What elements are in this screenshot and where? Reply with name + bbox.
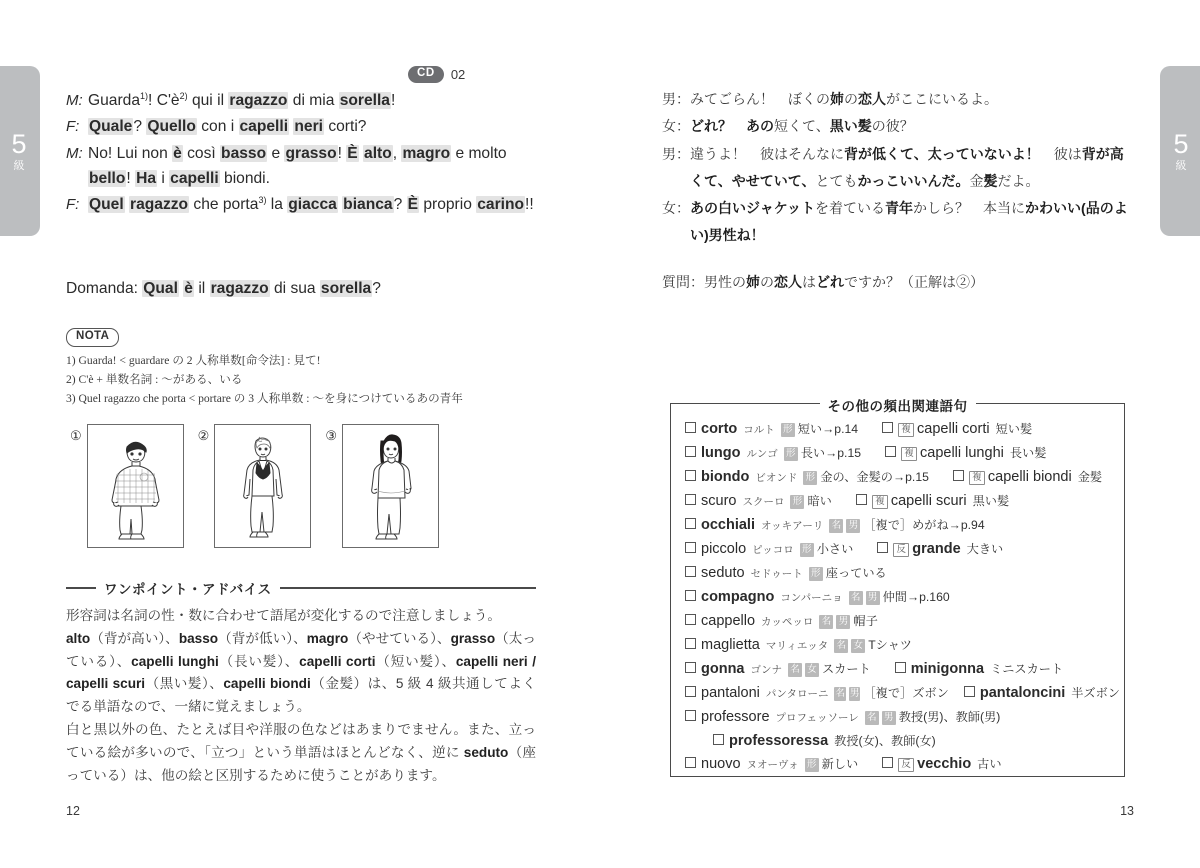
- pos-tag-形: 形: [784, 447, 798, 461]
- vocab-checkbox[interactable]: [856, 494, 867, 505]
- pos-tag-名: 名: [829, 519, 843, 533]
- vocab-secondary-headword: capelli scuri: [890, 493, 967, 509]
- jp-dialogue-text: どれ？ あの短くて、黒い髪の彼？: [690, 118, 914, 135]
- vocab-headword: compagno: [701, 589, 775, 605]
- vocab-katakana-reading: セドゥート: [750, 568, 803, 580]
- dialogue-line: [66, 192, 536, 217]
- pos-tag-名: 名: [849, 591, 863, 605]
- vocab-checkbox[interactable]: [685, 470, 696, 481]
- dialogue-line: [66, 114, 536, 139]
- vocab-katakana-reading: パンタローニ: [765, 688, 829, 700]
- japanese-translation: [662, 86, 1132, 250]
- pos-tag-女: 女: [805, 663, 819, 677]
- page-number-right: 13: [1120, 804, 1134, 818]
- illustration-frame-2: [214, 424, 311, 548]
- vocab-secondary-gloss: 金髪: [1077, 470, 1103, 484]
- vocab-katakana-reading: ビオンド: [755, 472, 798, 484]
- vocab-secondary-headword: capelli corti: [917, 421, 990, 437]
- vocab-checkbox[interactable]: [685, 686, 696, 697]
- vocab-secondary-gloss: 黒い髪: [972, 494, 1010, 508]
- cd-track-number: 02: [450, 66, 466, 82]
- jp-dialogue-text: 違うよ！ 彼はそんなに背が低くて、太っていないよ！ 彼は背が高くて、やせていて、とてもかっこいいんだ。金髪だよ。: [690, 145, 1124, 189]
- pos-tag-複: 複: [898, 423, 914, 437]
- jp-dialogue-line: [662, 113, 1132, 140]
- vocab-katakana-reading: ピッコロ: [752, 544, 794, 556]
- vocab-checkbox[interactable]: [685, 638, 696, 649]
- nota-label: NOTA: [66, 328, 119, 347]
- vocab-headword: cappello: [701, 613, 756, 629]
- dialogue-text: Quale? Quello con i capelli neri corti?: [89, 118, 367, 136]
- illustration-option-3[interactable]: [325, 424, 439, 548]
- vocab-headword: corto: [701, 421, 738, 437]
- grade-level-number: 5: [11, 128, 27, 159]
- vocab-checkbox[interactable]: [953, 470, 964, 481]
- vocab-entry: [685, 757, 1124, 773]
- jp-dialogue-speaker: 女：: [662, 200, 690, 217]
- vocab-entry: [685, 494, 1124, 510]
- vocab-checkbox[interactable]: [685, 422, 696, 433]
- vocab-headword: nuovo: [701, 756, 741, 772]
- vocab-secondary-headword: vecchio: [917, 756, 972, 772]
- jp-dialogue-text: あの白いジャケットを着ている青年かしら？ 本当にかわいい(品のよい)男性ね！: [690, 200, 1128, 244]
- vocab-gloss: 帽子: [853, 614, 878, 628]
- vocab-katakana-reading: オッキアーリ: [761, 520, 824, 532]
- right-page: [600, 0, 1200, 868]
- advice-body: [66, 605, 536, 788]
- illustration-option-1[interactable]: [70, 424, 184, 548]
- vocab-katakana-reading: ゴンナ: [750, 664, 782, 676]
- vocab-katakana-reading: コンパーニョ: [780, 592, 843, 604]
- one-point-advice-section: [66, 578, 536, 788]
- vocab-headword: maglietta: [701, 637, 760, 653]
- advice-rule-right: [280, 587, 536, 589]
- related-vocabulary-box: [670, 399, 1125, 777]
- option-number-1: ①: [70, 428, 82, 443]
- vocab-gloss: 短い→p.14: [797, 422, 859, 436]
- jp-dialogue-line: [662, 86, 1132, 113]
- vocab-secondary-gloss: 短い髪: [995, 422, 1033, 436]
- advice-paragraph: 形容詞は名詞の性・数に合わせて語尾が変化するので注意しましょう。: [66, 608, 501, 623]
- dialogue-text: No! Lui non è così basso e grasso! È alto, magro e molto bello! Ha i capelli biondi.: [88, 144, 507, 187]
- vocab-headword: scuro: [701, 493, 737, 509]
- nota-item: 2) C'è + 単数名詞 : 〜がある、いる: [66, 372, 243, 386]
- nota-footnote-list: [66, 352, 546, 408]
- vocab-checkbox[interactable]: [685, 542, 696, 553]
- vocab-entry: [685, 614, 1124, 630]
- vocab-headword: seduto: [701, 565, 745, 581]
- pos-tag-名: 名: [819, 615, 833, 629]
- vocab-checkbox[interactable]: [685, 590, 696, 601]
- vocab-secondary-gloss: 半ズボン: [1071, 686, 1120, 700]
- vocab-checkbox[interactable]: [685, 710, 696, 721]
- vocab-entry: [685, 518, 1124, 534]
- illustration-row: [70, 424, 439, 548]
- vocab-secondary-headword: minigonna: [910, 661, 985, 677]
- dialogue-text: Guarda$^{1)}$! C'è$^{2)}$ qui il ragazzo di mia sorella!: [88, 90, 396, 109]
- pos-tag-反: 反: [898, 758, 914, 772]
- vocab-katakana-reading: コルト: [743, 424, 775, 436]
- pos-tag-形: 形: [781, 423, 795, 437]
- pos-tag-男: 男: [866, 591, 880, 605]
- domanda-question: Domanda: Qual è il ragazzo di sua sorella?: [66, 280, 381, 297]
- vocab-headword: gonna: [701, 661, 745, 677]
- illustration-option-2[interactable]: [198, 424, 312, 548]
- jp-dialogue-line: [662, 141, 1132, 196]
- vocab-secondary-gloss: 長い髪: [1009, 446, 1047, 460]
- jp-dialogue-line: [662, 195, 1132, 250]
- vocab-secondary-headword: capelli biondi: [987, 469, 1072, 485]
- pos-tag-複: 複: [872, 495, 888, 509]
- vocab-secondary-headword: capelli lunghi: [920, 445, 1004, 461]
- vocab-headword: pantaloni: [701, 685, 760, 701]
- dialogue-line: [66, 141, 536, 192]
- vocab-entry: [685, 590, 1124, 606]
- pos-tag-反: 反: [893, 543, 909, 557]
- vocab-entry: [685, 662, 1124, 678]
- vocab-headword: professore: [701, 709, 770, 725]
- advice-rule-left: [66, 587, 96, 589]
- nota-item: 3) Quel ragazzo che porta < portare の 3 人称単数 : 〜を身につけているあの青年: [66, 391, 463, 405]
- dialogue-line: [66, 88, 536, 113]
- nota-item: 1) Guarda! < guardare の 2 人称単数[命令法] : 見て!: [66, 354, 321, 367]
- pos-tag-名: 名: [835, 688, 845, 699]
- vocab-headword: biondo: [701, 469, 750, 485]
- pos-tag-男: 男: [849, 688, 860, 699]
- grade-thumb-tab-right: [1160, 66, 1200, 236]
- option-number-2: ②: [197, 428, 210, 443]
- vocab-secondary-headword: pantaloncini: [979, 685, 1066, 701]
- vocab-checkbox[interactable]: [882, 757, 893, 768]
- vocab-gloss: 教授(女)、教師(女): [834, 734, 936, 748]
- tall-slim-man-white-jacket-icon: [215, 425, 310, 547]
- illustration-frame-1: [87, 424, 184, 548]
- vocab-secondary-gloss: 古い: [977, 757, 1002, 771]
- illustration-frame-3: [342, 424, 439, 548]
- pos-tag-女: 女: [851, 639, 865, 653]
- vocab-gloss: ［複で］めがね→p.94: [863, 518, 985, 532]
- vocab-gloss: 長い→p.15: [800, 446, 862, 460]
- italian-dialogue: [66, 88, 536, 218]
- vocab-checkbox[interactable]: [685, 518, 696, 529]
- vocab-checkbox[interactable]: [885, 446, 896, 457]
- vocab-secondary-headword: grande: [912, 541, 961, 557]
- vocab-headword: lungo: [701, 445, 741, 461]
- vocab-checkbox[interactable]: [685, 566, 696, 577]
- vocab-katakana-reading: ルンゴ: [746, 448, 778, 460]
- grade-level-kanji-right: 級: [1175, 159, 1187, 172]
- pos-tag-形: 形: [800, 543, 814, 557]
- vocab-gloss: 新しい: [821, 757, 859, 771]
- pos-tag-名: 名: [834, 639, 848, 653]
- vocab-checkbox[interactable]: [895, 662, 906, 673]
- vocab-entry: [685, 470, 1124, 486]
- jp-dialogue-speaker: 女：: [662, 118, 690, 135]
- vocab-entry: [685, 446, 1124, 462]
- vocab-katakana-reading: プロフェッソーレ: [775, 712, 859, 724]
- jp-dialogue-text: みてごらん！ ぼくの姉の恋人がここにいるよ。: [690, 91, 998, 107]
- vocab-headword: professoressa: [729, 733, 829, 749]
- grade-level-kanji: 級: [13, 159, 25, 172]
- grade-thumb-tab-left: [0, 66, 40, 236]
- vocab-entry: [685, 566, 1124, 582]
- vocab-checkbox[interactable]: [882, 422, 893, 433]
- vocab-katakana-reading: スクーロ: [742, 496, 785, 508]
- pos-tag-形: 形: [803, 471, 817, 485]
- pos-tag-複: 複: [969, 471, 985, 485]
- vocab-checkbox[interactable]: [713, 734, 724, 745]
- vocab-entry: [685, 542, 1124, 558]
- vocab-gloss: 座っている: [825, 566, 887, 580]
- vocab-headword: piccolo: [701, 541, 747, 557]
- vocab-katakana-reading: マリィエッタ: [765, 640, 829, 652]
- pos-tag-名: 名: [788, 663, 802, 677]
- pos-tag-名: 名: [865, 711, 879, 725]
- dialogue-speaker: M:: [66, 92, 83, 109]
- vocab-entry: [685, 710, 1124, 726]
- dialogue-speaker: F:: [66, 118, 80, 136]
- fat-man-plaid-shirt-icon: [88, 425, 183, 547]
- vocab-entry: [685, 638, 1124, 654]
- vocab-entry: [685, 734, 1124, 749]
- vocab-gloss: 小さい: [816, 542, 854, 556]
- pos-tag-形: 形: [805, 758, 819, 772]
- advice-title: ワンポイント・アドバイス: [104, 582, 272, 597]
- vocab-checkbox[interactable]: [685, 494, 696, 505]
- pos-tag-複: 複: [901, 447, 917, 461]
- pos-tag-形: 形: [809, 567, 823, 581]
- vocab-gloss: Tシャツ: [868, 638, 912, 652]
- pos-tag-男: 男: [882, 711, 896, 725]
- audio-track-indicator: [408, 66, 465, 83]
- jp-dialogue-speaker: 男：: [662, 91, 690, 107]
- dialogue-text: Quel ragazzo che porta$^{3)}$ la giacca bianca? È proprio carino!!: [89, 194, 534, 214]
- advice-heading: [66, 578, 536, 598]
- vocabulary-list: [671, 404, 1124, 773]
- dialogue-speaker: F:: [66, 196, 80, 214]
- page-number-left: 12: [66, 804, 80, 818]
- long-dark-hair-person-tshirt-icon: [343, 425, 438, 547]
- vocab-headword: occhiali: [701, 517, 755, 533]
- advice-paragraph: 白と黒以外の色、たとえば目や洋服の色などはあまりでません。また、立っている絵が多いので、「立つ」という単語はほとんどなく、逆に seduto（座っている）は、他の絵と区別するために使うことがあります。: [66, 722, 537, 783]
- dialogue-speaker: M:: [66, 144, 83, 162]
- grade-level-number-right: 5: [1173, 128, 1189, 159]
- vocab-box-title: その他の頻出関連語句: [820, 395, 976, 415]
- cd-badge: CD: [408, 66, 444, 83]
- vocab-checkbox[interactable]: [685, 757, 696, 768]
- japanese-question: 質問：男性の姉の恋人はどれですか？（正解は②）: [662, 274, 984, 290]
- vocab-entry: [685, 422, 1124, 438]
- pos-tag-男: 男: [836, 615, 850, 629]
- vocab-checkbox[interactable]: [877, 542, 888, 553]
- vocab-gloss: ［複で］ズボン: [863, 686, 949, 700]
- vocab-checkbox[interactable]: [685, 446, 696, 457]
- vocab-gloss: 金の、金髪の→p.15: [820, 470, 929, 484]
- pos-tag-形: 形: [790, 495, 804, 509]
- vocab-entry: [685, 686, 1124, 702]
- vocab-checkbox[interactable]: [685, 614, 696, 625]
- vocab-gloss: 教授(男)、教師(男): [898, 710, 1001, 724]
- vocab-checkbox[interactable]: [685, 662, 696, 673]
- vocab-katakana-reading: ヌオーヴォ: [746, 759, 799, 771]
- vocab-katakana-reading: カッペッロ: [761, 616, 814, 628]
- pos-tag-男: 男: [846, 519, 860, 533]
- option-number-3: ③: [325, 428, 337, 443]
- vocab-checkbox[interactable]: [964, 686, 975, 697]
- vocab-gloss: 暗い: [807, 494, 832, 508]
- vocab-gloss: 仲間→p.160: [882, 590, 950, 604]
- vocab-secondary-gloss: 大きい: [966, 542, 1004, 556]
- jp-dialogue-speaker: 男：: [662, 145, 690, 162]
- vocab-secondary-gloss: ミニスカート: [990, 662, 1064, 676]
- advice-paragraph: alto（背が高い）、basso（背が低い）、magro（やせている）、grasso（太っている）、capelli lunghi（長い髪）、capelli corti（短い髪）、capelli neri / capelli scuri（黒い髪）、capelli biondi（金髪）は、5 級 4 級共通してよくでる単語なので、一緒に覚えましょう。: [66, 630, 537, 715]
- vocab-gloss: スカート: [822, 662, 871, 676]
